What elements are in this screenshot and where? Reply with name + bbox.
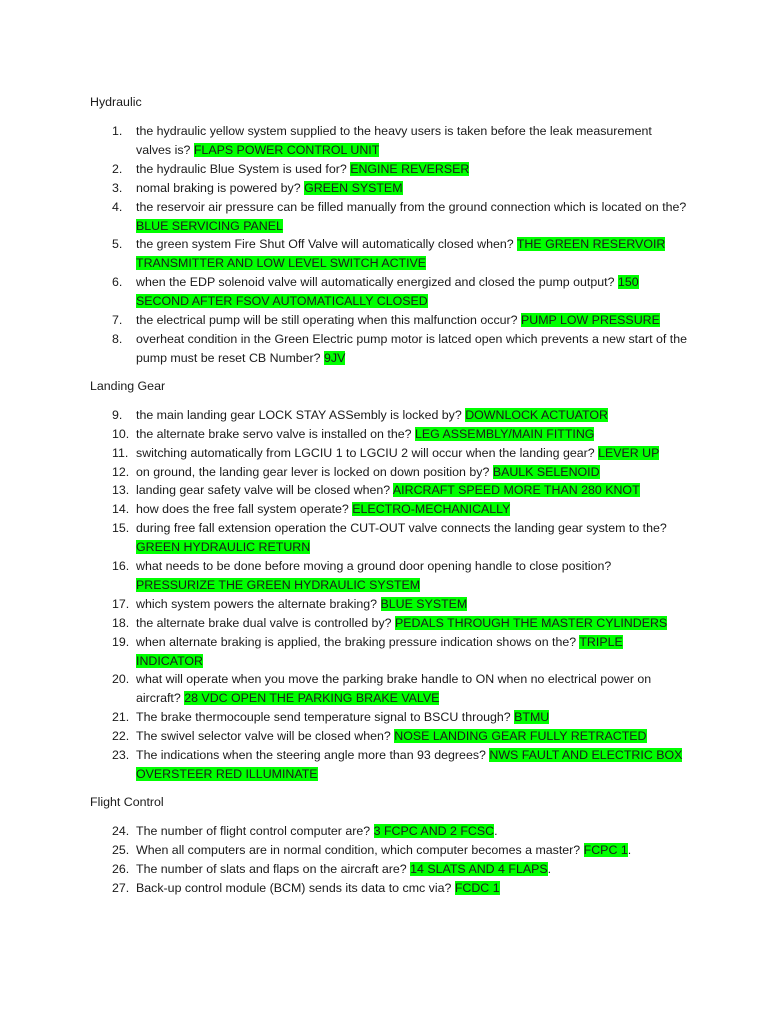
question-text: landing gear safety valve will be closed when? — [136, 483, 393, 498]
answer-highlight: ENGINE REVERSER — [350, 161, 470, 176]
question-text: The swivel selector valve will be closed when? — [136, 729, 395, 744]
question-item — [90, 425, 690, 444]
answer-highlight: DOWNLOCK ACTUATOR — [465, 407, 608, 422]
question-number: 22. — [112, 729, 130, 744]
section-spacer — [90, 368, 690, 378]
question-item — [90, 670, 690, 708]
answer-highlight: BLUE SYSTEM — [380, 596, 468, 611]
question-number: 1. — [112, 124, 123, 138]
question-number: 19. — [112, 634, 130, 649]
answer-highlight: BLUE SERVICING PANEL — [136, 218, 283, 233]
question-number: 18. — [112, 615, 130, 630]
question-item — [90, 633, 690, 671]
list-spacer — [90, 397, 690, 406]
question-text: The number of slats and flaps on the aircraft are? — [136, 861, 411, 876]
answer-highlight: PEDALS THROUGH THE MASTER CYLINDERS — [394, 615, 668, 630]
question-item — [90, 273, 690, 311]
list-spacer — [90, 113, 690, 122]
question-item — [90, 160, 690, 179]
answer-highlight: FCDC 1 — [454, 880, 500, 895]
question-number: 5. — [112, 237, 123, 252]
question-number: 11. — [112, 445, 129, 460]
answer-highlight: TRIPLE INDICATOR — [136, 634, 623, 668]
question-text: the electrical pump will be still operating when this malfunction occur? — [136, 313, 521, 328]
question-text: on ground, the landing gear lever is locked on down position by? — [136, 464, 493, 479]
question-item — [90, 841, 690, 860]
question-text: the hydraulic yellow system supplied to the heavy users is taken before the leak measurement valves is? — [136, 124, 652, 157]
question-item — [90, 481, 690, 500]
answer-highlight: PRESSURIZE THE GREEN HYDRAULIC SYSTEM — [136, 577, 421, 592]
question-text: when alternate braking is applied, the braking pressure indication shows on the? — [136, 634, 580, 649]
question-text: when the EDP solenoid valve will automatically energized and closed the pump output? — [136, 275, 618, 290]
question-item — [90, 330, 690, 368]
question-number: 27. — [112, 880, 130, 895]
question-text: nomal braking is powered by? — [136, 180, 305, 195]
answer-highlight: THE GREEN RESERVOIR TRANSMITTER AND LOW LEVEL SWITCH ACTIVE — [136, 237, 666, 271]
question-number: 4. — [112, 199, 123, 214]
question-text: the alternate brake dual valve is controlled by? — [136, 615, 395, 630]
answer-highlight: GREEN SYSTEM — [304, 180, 403, 195]
question-item — [90, 860, 690, 879]
answer-highlight: AIRCRAFT SPEED MORE THAN 280 KNOT — [392, 483, 640, 498]
trailing-punctuation: . — [547, 861, 552, 876]
question-number: 20. — [112, 672, 130, 687]
question-text: The brake thermocouple send temperature signal to BSCU through? — [136, 710, 515, 725]
answer-highlight: BAULK SELENOID — [492, 464, 600, 479]
question-item — [90, 179, 690, 198]
section-title: Landing Gear — [90, 378, 166, 393]
question-item — [90, 727, 690, 746]
question-number: 21. — [112, 710, 130, 725]
question-text: how does the free fall system operate? — [136, 502, 353, 517]
question-text: what needs to be done before moving a ground door opening handle to close position? — [136, 559, 612, 574]
question-number: 16. — [112, 559, 130, 574]
question-number: 3. — [112, 180, 123, 195]
answer-highlight: FLAPS POWER CONTROL UNIT — [193, 142, 380, 157]
question-number: 13. — [112, 483, 130, 498]
question-text: Back-up control module (BCM) sends its data to cmc via? — [136, 880, 455, 895]
question-text: switching automatically from LGCIU 1 to LGCIU 2 will occur when the landing gear? — [136, 445, 599, 460]
question-text: the reservoir air pressure can be filled manually from the ground connection which is located on the? — [136, 199, 687, 214]
question-number: 25. — [112, 842, 130, 857]
question-text: overheat condition in the Green Electric pump motor is latced open which prevents a new start of the pump must be reset CB Number? — [136, 331, 687, 365]
answer-highlight: NWS FAULT AND ELECTRIC BOX OVERSTEER RED ILLUMINATE — [136, 748, 683, 781]
question-number: 12. — [112, 464, 130, 479]
question-item — [90, 822, 690, 841]
answer-highlight: 150 SECOND AFTER FSOV AUTOMATICALLY CLOSED — [136, 275, 639, 309]
answer-highlight: PUMP LOW PRESSURE — [521, 313, 660, 328]
question-list — [90, 122, 690, 368]
answer-highlight: GREEN HYDRAULIC RETURN — [136, 540, 311, 555]
answer-highlight: NOSE LANDING GEAR FULLY RETRACTED — [394, 729, 647, 744]
question-list — [90, 822, 690, 898]
question-text: The number of flight control computer are? — [136, 823, 374, 838]
question-number: 7. — [112, 313, 123, 328]
question-text: the green system Fire Shut Off Valve will automatically closed when? — [136, 237, 517, 252]
question-number: 6. — [112, 275, 123, 290]
answer-highlight: ELECTRO-MECHANICALLY — [352, 502, 511, 517]
question-text: what will operate when you move the parking brake handle to ON when no electrical power on aircraft? — [136, 672, 652, 706]
question-number: 26. — [112, 861, 130, 876]
question-text: the main landing gear LOCK STAY ASSembly is locked by? — [136, 407, 466, 422]
question-number: 14. — [112, 502, 130, 517]
question-number: 10. — [112, 426, 130, 441]
question-item — [90, 235, 690, 273]
question-item — [90, 708, 690, 727]
question-item — [90, 595, 690, 614]
question-number: 8. — [112, 331, 123, 346]
question-item — [90, 406, 690, 425]
section-spacer — [90, 784, 690, 794]
question-item — [90, 557, 690, 595]
answer-highlight: LEG ASSEMBLY/MAIN FITTING — [414, 426, 595, 441]
question-number: 24. — [112, 823, 130, 838]
question-item — [90, 500, 690, 519]
question-item — [90, 746, 690, 784]
answer-highlight: 28 VDC OPEN THE PARKING BRAKE VALVE — [184, 691, 440, 706]
answer-highlight: LEVER UP — [598, 445, 660, 460]
answer-highlight: BTMU — [514, 710, 550, 725]
question-item — [90, 463, 690, 482]
question-item — [90, 614, 690, 633]
question-item — [90, 879, 690, 898]
question-item — [90, 198, 690, 236]
question-text: which system powers the alternate braking? — [136, 596, 381, 611]
trailing-punctuation: . — [627, 842, 632, 857]
answer-highlight: 14 SLATS AND 4 FLAPS — [410, 861, 548, 876]
question-item — [90, 444, 690, 463]
question-number: 17. — [112, 596, 130, 611]
question-number: 2. — [112, 161, 123, 176]
question-text: the hydraulic Blue System is used for? — [136, 161, 351, 176]
question-item — [90, 311, 690, 330]
question-number: 23. — [112, 748, 130, 763]
question-item — [90, 519, 690, 557]
question-number: 9. — [112, 407, 123, 422]
answer-highlight: 3 FCPC AND 2 FCSC — [373, 823, 495, 838]
answer-highlight: FCPC 1 — [583, 842, 628, 857]
answer-highlight: 9JV — [324, 350, 346, 365]
section-title: Hydraulic — [90, 95, 142, 109]
question-list — [90, 406, 690, 784]
trailing-punctuation: . — [494, 823, 498, 838]
question-number: 15. — [112, 521, 130, 536]
question-item — [90, 122, 690, 160]
question-text: The indications when the steering angle more than 93 degrees? — [136, 748, 490, 763]
question-text: during free fall extension operation the CUT-OUT valve connects the landing gear system to the? — [136, 521, 667, 536]
document-body — [90, 94, 690, 898]
question-text: the alternate brake servo valve is installed on the? — [136, 426, 415, 441]
question-text: When all computers are in normal condition, which computer becomes a master? — [136, 842, 584, 857]
section-title: Flight Control — [90, 794, 164, 809]
list-spacer — [90, 813, 690, 822]
